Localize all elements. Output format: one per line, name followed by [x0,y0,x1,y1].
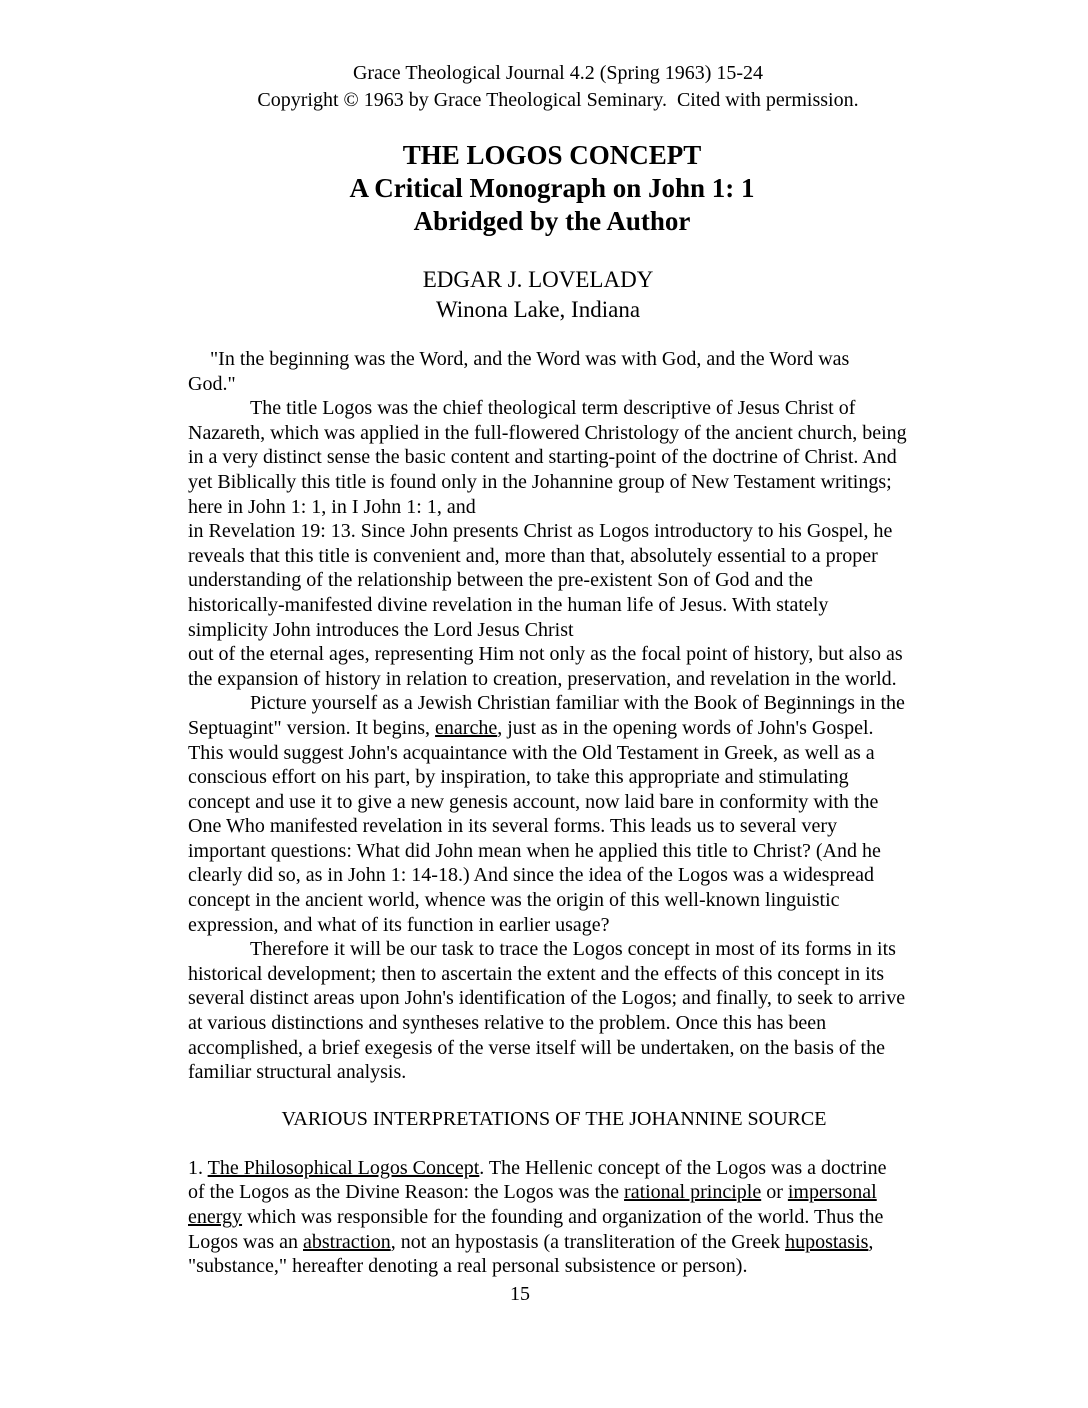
article-body [188,347,960,1085]
text-line: simplicity John introduces the Lord Jesus Christ [188,618,574,641]
text-line: One Who manifested revelation in its several forms. This leads us to several very [188,815,838,838]
text-line: The title Logos was the chief theological term descriptive of Jesus Christ of [250,397,856,420]
title-line-1: THE LOGOS CONCEPT [402,140,702,170]
article-title [166,139,938,238]
section-body [188,1156,960,1279]
text-column [188,0,960,1307]
text-line: Logos was an abstraction, not an hypostasis (a transliteration of the Greek hupostasis, [188,1230,874,1253]
text-line: understanding of the relationship between the pre-existent Son of God and the [188,569,813,592]
text-line: Nazareth, which was applied in the full-flowered Christology of the ancient church, being [188,421,907,444]
text-line: This would suggest John's acquaintance with the Old Testament in Greek, as well as a [188,741,875,764]
journal-header [172,60,944,114]
text-line: God." [188,372,236,395]
text-line: "substance," hereafter denoting a real personal subsistence or person). [188,1255,748,1278]
text-line: expression, and what of its function in earlier usage? [188,913,610,936]
text-line: here in John 1: 1, in I John 1: 1, and [188,495,476,518]
page-number: 15 [510,1282,530,1305]
text-line: reveals that this title is convenient and, more than that, absolutely essential to a proper [188,544,878,567]
text-line: of the Logos as the Divine Reason: the Logos was the rational principle or impersonal [188,1181,877,1204]
author-block [152,265,924,325]
journal-citation: Grace Theological Journal 4.2 (Spring 1963) 15-24 [352,62,764,84]
text-line: out of the eternal ages, representing Him not only as the focal point of history, but also as [188,643,903,666]
title-line-3: Abridged by the Author [413,206,691,236]
text-line: concept and use it to give a new genesis account, now laid bare in conformity with the [188,790,879,813]
text-line: several distinct areas upon John's identification of the Logos; and finally, to seek to arrive [188,987,906,1010]
text-line: Therefore it will be our task to trace the Logos concept in most of its forms in its [250,938,896,961]
text-line: energy which was responsible for the founding and organization of the world. Thus the [188,1206,884,1228]
author-location: Winona Lake, Indiana [435,297,641,322]
text-line: accomplished, a brief exegesis of the verse itself will be undertaken, on the basis of the [188,1036,885,1059]
text-line: Septuagint" version. It begins, enarche, just as in the opening words of John's Gospel. [188,716,874,739]
text-line: yet Biblically this title is found only in the Johannine group of New Testament writings; [188,470,892,493]
text-line: 1. The Philosophical Logos Concept. The Hellenic concept of the Logos was a doctrine [188,1156,887,1179]
text-line: "In the beginning was the Word, and the Word was with God, and the Word was [210,348,850,370]
text-line: Picture yourself as a Jewish Christian familiar with the Book of Beginnings in the [250,692,905,715]
title-line-2: A Critical Monograph on John 1: 1 [349,173,755,203]
text-line: at various distinctions and syntheses relative to the problem. Once this has been [188,1012,827,1035]
text-line: concept in the ancient world, whence was the origin of this well-known linguistic [188,889,840,912]
copyright-notice: Copyright © 1963 by Grace Theological Seminary. Cited with permission. [257,89,859,111]
text-line: historically-manifested divine revelation in the human life of Jesus. With stately [188,593,829,616]
section-heading: VARIOUS INTERPRETATIONS OF THE JOHANNINE SOURCE [281,1107,827,1130]
author-name: EDGAR J. LOVELADY [422,267,654,292]
text-line: the expansion of history in relation to creation, preservation, and revelation in the world. [188,667,897,690]
text-line: important questions: What did John mean when he applied this title to Christ? (And he [188,839,881,862]
text-line: familiar structural analysis. [188,1061,407,1084]
text-line: in a very distinct sense the basic content and starting-point of the doctrine of Christ. And [188,446,897,469]
text-line: clearly did so, as in John 1: 14-18.) And since the idea of the Logos was a widespread [188,864,874,887]
text-line: historical development; then to ascertain the extent and the effects of this concept in its [188,962,885,985]
text-line: in Revelation 19: 13. Since John presents Christ as Logos introductory to his Gospel, he [188,520,893,543]
text-line: conscious effort on his part, by inspiration, to take this appropriate and stimulating [188,766,849,789]
